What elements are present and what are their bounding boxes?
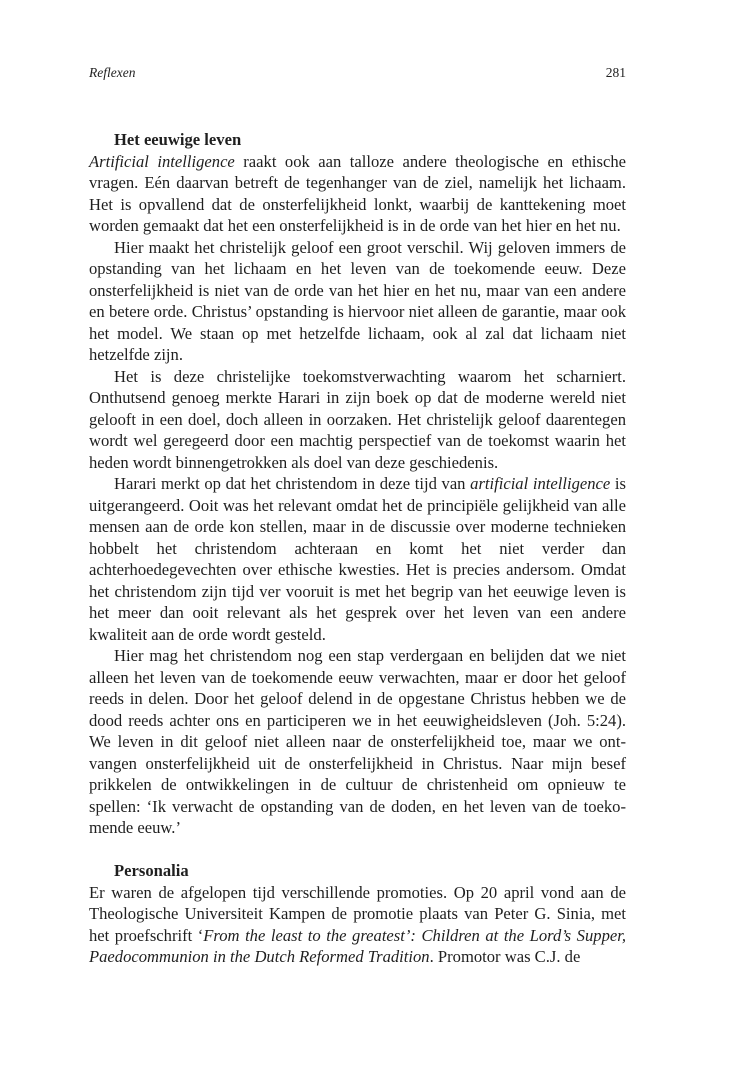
paragraph	[89, 882, 626, 968]
paragraph-text: . Promotor was C.J. de	[429, 947, 581, 966]
page-body	[89, 129, 626, 968]
paragraph-text: Harari merkt op dat het christendom in deze tijd van	[114, 474, 471, 493]
section-heading-eeuwige-leven: Het eeuwige leven	[114, 130, 242, 149]
paragraph: Hier maakt het christelijk geloof een groot verschil. Wij geloven immers de opstanding van het lichaam en het leven van de toekomende eeuw. Deze onsterfelijkheid is niet van de orde van het hier en het nu, maar van een andere en betere orde. Christus’ opstanding is hiervoor niet alleen de garantie, maar ook het model. We staan op met hetzelfde lichaam, ook al zal dat lichaam niet hetzelfde zijn.	[89, 237, 626, 364]
emphasis: artificial intelligence	[470, 474, 611, 493]
emphasis: Artificial intelligence	[89, 151, 235, 171]
paragraph-text: raakt ook aan talloze andere theologische en ethische vragen. Eén daarvan betreft de tegenhanger van de ziel, namelijk het lichaam. Het is opvallend dat de onsterfelijkheid lonkt, waarbij de kanttekening moet worden gemaakt dat het een onsterfelijkheid is in de orde van het hier en het nu.	[89, 151, 626, 235]
paragraph-text: Er waren de afgelopen tijd verschillende promoties. Op 20 april vond aan de Theologische Universiteit Kampen de promotie plaats van Peter G. Sinia, met het proefschrift ‘	[89, 882, 626, 945]
paragraph: Hier mag het christendom nog een stap verdergaan en belijden dat we niet alleen het leven van de toekomende eeuw verwachten, maar er door het geloof reeds in delen. Door het geloof delend in de opgestane Christus hebben we de dood reeds achter ons en participeren we in het eeuwigheidsleven (Joh. 5:24). We leven in dit geloof niet alleen naar de onsterfelijkheid toe, maar we ontvangen onsterfelijkheid uit de onsterfelijkheid in Christus. Naar mijn besef prikkelen de ontwikkelingen in de cultuur de christenheid om opnieuw te spellen: ‘Ik verwacht de opstanding van de doden, en het leven van de toekomende eeuw.’	[89, 646, 626, 837]
paragraph	[89, 151, 626, 237]
emphasis: From the least to the greatest’: Children at the Lord’s Supper, Paedocommunion in the Dutch Reformed Tradition	[89, 925, 626, 966]
paragraph-text: is uitgerangeerd. Ooit was het relevant omdat het de principiële gelijkheid van alle mensen aan de orde kon stellen, maar in de discussie over moderne technieken hobbelt het christendom achteraan en komt het niet verder dan achterhoedegevechten over ethische kwesties. Het is precies andersom. Omdat het christendom zijn tijd ver vooruit is met het begrip van het eeuwige leven is het meer dan ooit relevant als het gesprek over het leven van een andere kwaliteit aan de orde wordt gesteld.	[89, 474, 626, 644]
page-number: 281	[605, 65, 626, 80]
section-heading-personalia: Personalia	[114, 861, 189, 880]
paragraph	[89, 473, 626, 645]
running-title: Reflexen	[89, 65, 136, 80]
paragraph: Het is deze christelijke toekomstverwachting waarom het scharniert. Onthutsend genoeg merkte Harari in zijn boek op dat de moderne wereld niet gelooft in een doel, doch alleen in oorzaken. Het christelijk geloof daarentegen wordt wel geregeerd door een machtig perspectief van de toekomst waarin het heden wordt binnengetrokken als doel van deze geschiedenis.	[89, 366, 626, 472]
section-spacer	[89, 839, 626, 861]
